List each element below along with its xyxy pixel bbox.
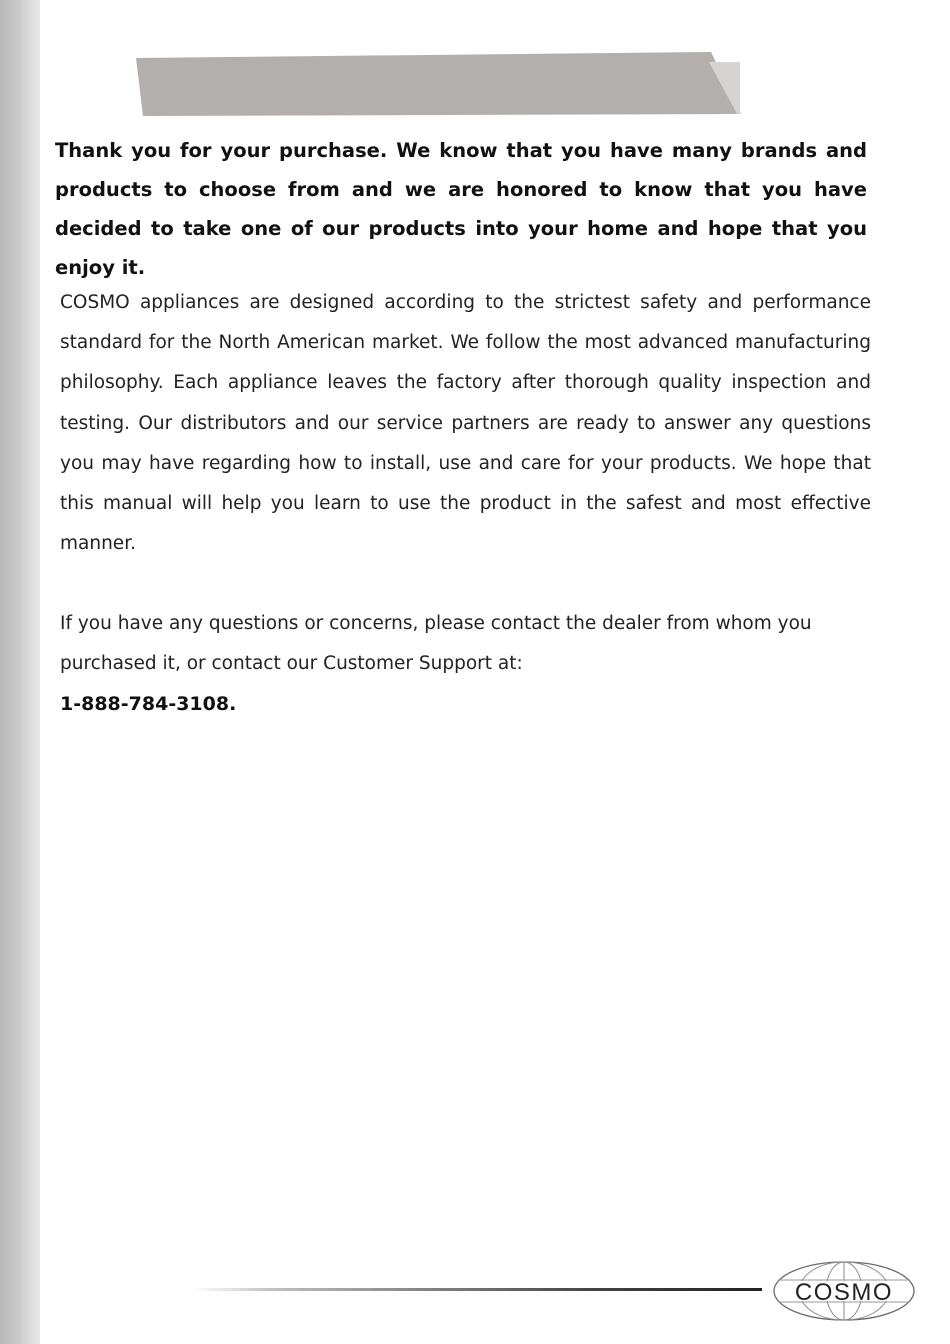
header-banner <box>133 50 743 116</box>
logo-text: COSMO <box>794 1279 894 1306</box>
intro-paragraph: Thank you for your purchase. We know that you have many brands and products to choose from and we are honored to know that you have decided to take one of our products into your home and hope that you enjoy it. <box>55 139 867 279</box>
footer-divider <box>192 1288 762 1291</box>
body-paragraph: COSMO appliances are designed according to the strictest safety and performance standard for the North American market. We follow the most advanced manufacturing philosophy. Each appliance leaves the factory after thorough quality inspection and testing. Our distributors and our service partners are ready to answer any questions you may have regarding how to install, use and care for your products. We hope that this manual will help you learn to use the product in the safest and most effective manner. <box>60 292 871 555</box>
contact-paragraph: If you have any questions or concerns, please contact the dealer from whom you purchased it, or contact our Customer Support at: <box>60 613 812 675</box>
banner-shape <box>136 52 741 116</box>
support-phone: 1-888-784-3108. <box>60 693 237 715</box>
cosmo-logo <box>770 1258 918 1324</box>
side-strip <box>0 0 40 1344</box>
